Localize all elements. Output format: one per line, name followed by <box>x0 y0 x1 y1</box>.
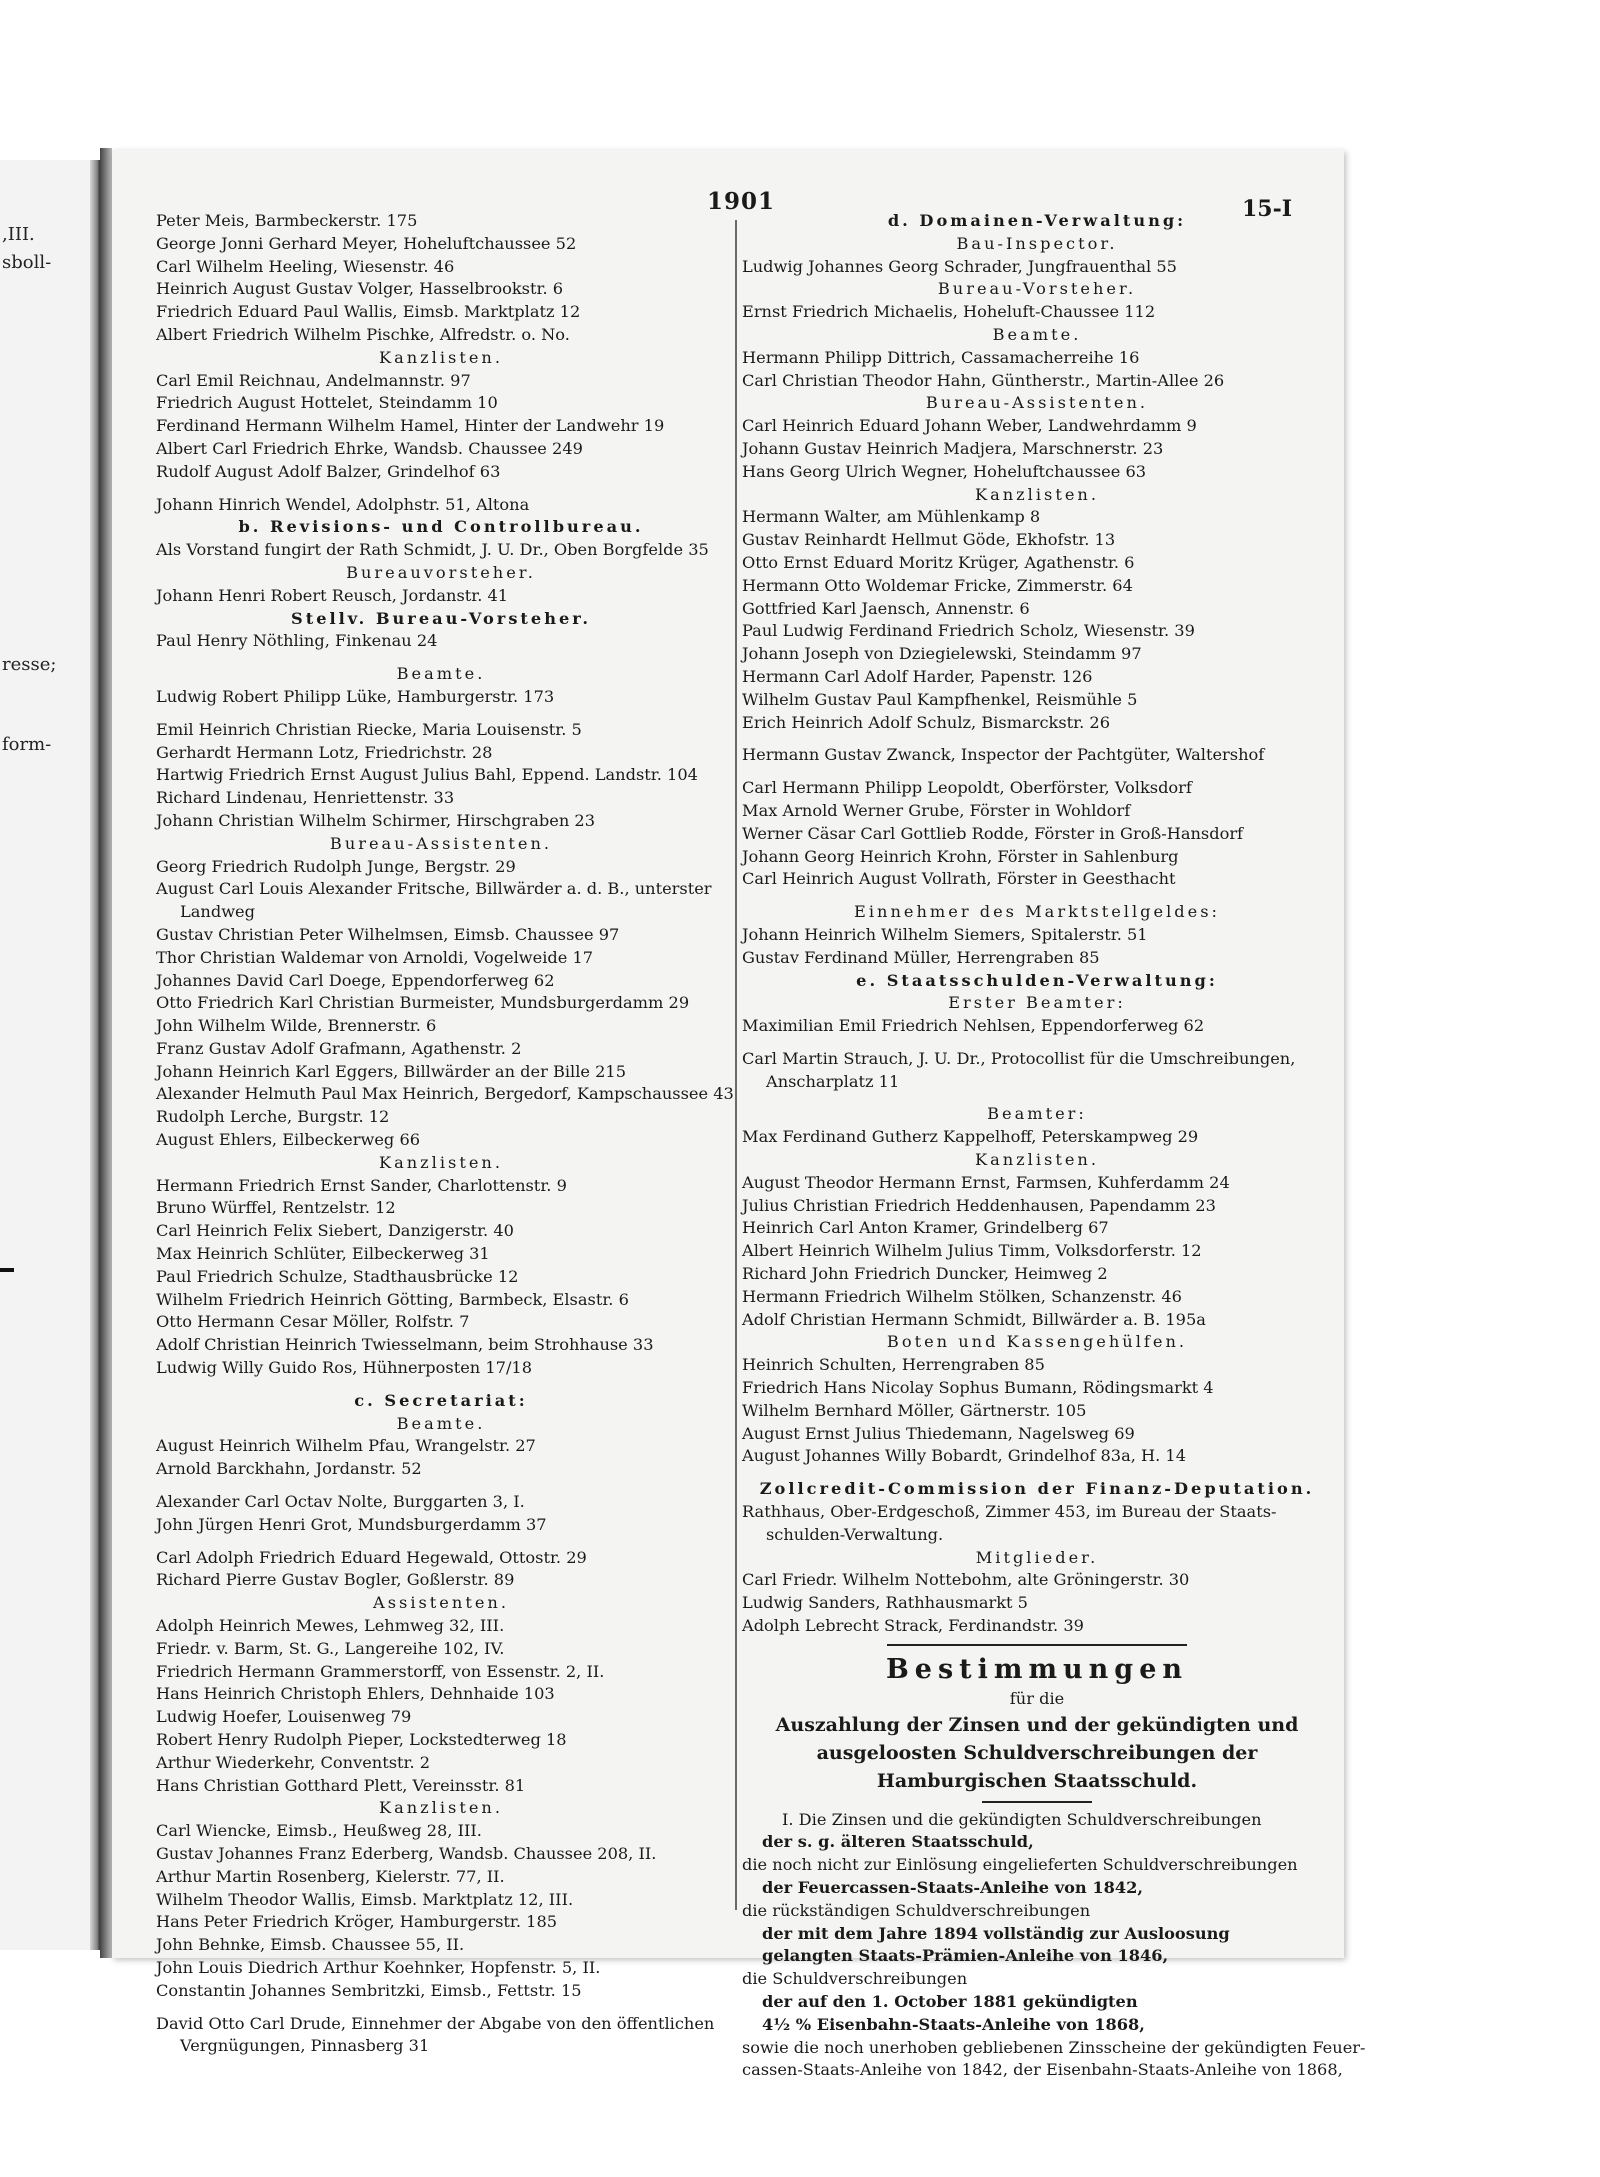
section-heading: Zollcredit-Commission der Finanz-Deputation. <box>759 1479 1315 1499</box>
section-heading: Kanzlisten. <box>378 347 503 367</box>
section-heading: Beamte. <box>396 1413 486 1433</box>
entry-line: Wilhelm Gustav Paul Kampfhenkel, Reismühle 5 <box>742 689 1138 709</box>
section-heading: Kanzlisten. <box>378 1152 503 1172</box>
prev-page-fragment: form- <box>2 734 52 755</box>
entry-line: Max Arnold Werner Grube, Förster in Wohldorf <box>742 800 1131 820</box>
entry-line: Carl Hermann Philipp Leopoldt, Oberförster, Volksdorf <box>742 778 1192 798</box>
entry-line: Gustav Johannes Franz Ederberg, Wandsb. Chaussee 208, II. <box>156 1843 657 1863</box>
entry-line: Carl Martin Strauch, J. U. Dr., Protocollist für die Umschreibungen, <box>742 1048 1296 1068</box>
section-heading: Bureauvorsteher. <box>346 562 536 582</box>
entry-line: Hermann Philipp Dittrich, Cassamacherreihe 16 <box>742 347 1140 367</box>
entry-line: Heinrich Schulten, Herrengraben 85 <box>742 1355 1045 1375</box>
entry-line: Peter Meis, Barmbeckerstr. 175 <box>156 211 418 230</box>
prev-page-mark <box>0 1268 14 1272</box>
entry-line: Hermann Friedrich Wilhelm Stölken, Schanzenstr. 46 <box>742 1286 1182 1306</box>
entry-line: Ludwig Hoefer, Louisenweg 79 <box>156 1707 412 1727</box>
entry-line: August Carl Louis Alexander Fritsche, Billwärder a. d. B., unterster <box>156 879 712 899</box>
entry-line: Rudolph Lerche, Burgstr. 12 <box>156 1107 390 1127</box>
left-column <box>156 210 734 2058</box>
entry-line: Gottfried Karl Jaensch, Annenstr. 6 <box>742 598 1030 618</box>
section-heading: Mitglieder. <box>975 1547 1099 1567</box>
entry-line: gelangten Staats-Prämien-Anleihe von 1846, <box>762 1946 1169 1966</box>
entry-line: Adolph Heinrich Mewes, Lehmweg 32, III. <box>156 1616 505 1636</box>
entry-line: Adolf Christian Hermann Schmidt, Billwärder a. B. 195a <box>742 1309 1206 1329</box>
entry-line: 4½ % Eisenbahn-Staats-Anleihe von 1868, <box>762 2014 1145 2034</box>
entry-line: Ferdinand Hermann Wilhelm Hamel, Hinter der Landwehr 19 <box>156 416 665 436</box>
entry-line: Gustav Christian Peter Wilhelmsen, Eimsb. Chaussee 97 <box>156 924 620 944</box>
entry-line: George Jonni Gerhard Meyer, Hoheluftchaussee 52 <box>156 233 577 253</box>
page-number: 15-I <box>1242 196 1293 222</box>
entry-line: Alexander Carl Octav Nolte, Burggarten 3, I. <box>156 1492 525 1512</box>
entry-line: cassen-Staats-Anleihe von 1842, der Eisenbahn-Staats-Anleihe von 1868, <box>742 2060 1343 2080</box>
entry-line: Johann Heinrich Karl Eggers, Billwärder an der Bille 215 <box>156 1061 627 1081</box>
entry-line: Paul Henry Nöthling, Finkenau 24 <box>156 631 438 651</box>
entry-line: Rudolf August Adolf Balzer, Grindelhof 63 <box>156 461 501 481</box>
section-heading: Bureau-Vorsteher. <box>937 279 1137 299</box>
section-heading: Stellv. Bureau-Vorsteher. <box>291 608 591 628</box>
entry-line: Hans Heinrich Christoph Ehlers, Dehnhaide 103 <box>156 1684 555 1704</box>
entry-line: der Feuercassen-Staats-Anleihe von 1842, <box>762 1878 1144 1897</box>
section-subtitle: Hamburgischen Staatsschuld. <box>876 1769 1198 1792</box>
entry-line: der auf den 1. October 1881 gekündigten <box>762 1991 1138 2011</box>
entry-line: Friedr. v. Barm, St. G., Langereihe 102, IV. <box>156 1638 505 1658</box>
entry-line: Johannes David Carl Doege, Eppendorferweg 62 <box>156 970 555 990</box>
entry-line: Wilhelm Theodor Wallis, Eimsb. Marktplatz 12, III. <box>156 1889 574 1909</box>
section-title: Bestimmungen <box>885 1653 1188 1685</box>
entry-line: Ludwig Sanders, Rathhausmarkt 5 <box>742 1593 1028 1613</box>
entry-line: Heinrich Carl Anton Kramer, Grindelberg 67 <box>742 1218 1109 1238</box>
entry-line: John Jürgen Henri Grot, Mundsburgerdamm 37 <box>156 1514 547 1534</box>
entry-line: Ernst Friedrich Michaelis, Hoheluft-Chaussee 112 <box>742 302 1156 322</box>
entry-line: Friedrich Hermann Grammerstorff, von Essenstr. 2, II. <box>156 1661 605 1681</box>
entry-line: die rückständigen Schuldverschreibungen <box>742 1900 1091 1920</box>
entry-line: Carl Heinrich Eduard Johann Weber, Landwehrdamm 9 <box>742 416 1197 436</box>
entry-line: der mit dem Jahre 1894 vollständig zur Ausloosung <box>762 1923 1230 1943</box>
entry-line: Heinrich August Gustav Volger, Hasselbrookstr. 6 <box>156 279 564 299</box>
entry-line: Carl Wilhelm Heeling, Wiesenstr. 46 <box>156 256 455 276</box>
entry-line: Otto Hermann Cesar Möller, Rolfstr. 7 <box>156 1312 470 1332</box>
entry-line: August Theodor Hermann Ernst, Farmsen, Kuhferdamm 24 <box>742 1172 1230 1192</box>
entry-line: Arnold Barckhahn, Jordanstr. 52 <box>156 1459 422 1479</box>
entry-line: Richard John Friedrich Duncker, Heimweg 2 <box>742 1264 1108 1284</box>
page-shadow <box>100 148 112 1958</box>
entry-line: Franz Gustav Adolf Grafmann, Agathenstr. 2 <box>156 1038 522 1058</box>
section-heading: Beamte. <box>396 664 486 684</box>
section-heading: Kanzlisten. <box>378 1798 503 1818</box>
entry-line: Carl Emil Reichnau, Andelmannstr. 97 <box>156 370 471 390</box>
section-subtitle: ausgeloosten Schuldverschreibungen der <box>816 1741 1258 1764</box>
entry-line: Albert Friedrich Wilhelm Pischke, Alfredstr. o. No. <box>156 324 570 344</box>
entry-line: Johann Hinrich Wendel, Adolphstr. 51, Altona <box>156 494 530 514</box>
section-heading: c. Secretariat: <box>354 1390 528 1410</box>
entry-line: Arthur Wiederkehr, Conventstr. 2 <box>156 1752 431 1772</box>
entry-line: schulden-Verwaltung. <box>766 1524 944 1544</box>
entry-line: Als Vorstand fungirt der Rath Schmidt, J. U. Dr., Oben Borgfelde 35 <box>156 540 709 560</box>
entry-line: Carl Wiencke, Eimsb., Heußweg 28, III. <box>156 1821 482 1841</box>
right-column <box>742 210 1366 2082</box>
entry-line: August Ehlers, Eilbeckerweg 66 <box>156 1130 421 1150</box>
entry-line: Rathhaus, Ober-Erdgeschoß, Zimmer 453, im Bureau der Staats- <box>742 1502 1277 1522</box>
entry-line: Paul Ludwig Ferdinand Friedrich Scholz, Wiesenstr. 39 <box>742 621 1195 641</box>
previous-page-edge <box>0 160 100 1950</box>
entry-line: August Ernst Julius Thiedemann, Nagelsweg 69 <box>742 1423 1135 1443</box>
section-heading: Kanzlisten. <box>974 484 1099 504</box>
section-heading: Beamter: <box>987 1104 1087 1124</box>
entry-line: Max Ferdinand Gutherz Kappelhoff, Peterskampweg 29 <box>742 1127 1199 1147</box>
entry-line: John Wilhelm Wilde, Brennerstr. 6 <box>156 1016 437 1036</box>
entry-line: Hartwig Friedrich Ernst August Julius Bahl, Eppend. Landstr. 104 <box>156 765 698 785</box>
section-heading: Einnehmer des Marktstellgeldes: <box>854 902 1220 922</box>
entry-line: Robert Henry Rudolph Pieper, Lockstedterweg 18 <box>156 1730 567 1749</box>
section-heading: Assistenten. <box>373 1593 509 1613</box>
entry-line: Max Heinrich Schlüter, Eilbeckerweg 31 <box>156 1244 490 1264</box>
entry-line: Maximilian Emil Friedrich Nehlsen, Eppendorferweg 62 <box>742 1016 1205 1036</box>
entry-line: Hermann Otto Woldemar Fricke, Zimmerstr. 64 <box>742 575 1133 595</box>
entry-line: I. Die Zinsen und die gekündigten Schuldverschreibungen <box>782 1809 1262 1829</box>
section-heading: Bureau-Assistenten. <box>329 833 553 853</box>
entry-line: David Otto Carl Drude, Einnehmer der Abgabe von den öffentlichen <box>156 2013 715 2033</box>
document-page <box>112 150 1366 2080</box>
section-heading: d. Domainen-Verwaltung: <box>887 211 1187 230</box>
section-heading: Bureau-Assistenten. <box>925 393 1149 413</box>
entry-line: Friedrich Eduard Paul Wallis, Eimsb. Marktplatz 12 <box>156 302 581 322</box>
entry-line: John Behnke, Eimsb. Chaussee 55, II. <box>156 1935 465 1955</box>
entry-line: Vergnügungen, Pinnasberg 31 <box>180 2036 430 2056</box>
entry-line: die Schuldverschreibungen <box>742 1969 968 1989</box>
prev-page-fragment: ,III. <box>2 224 35 245</box>
entry-line: Carl Heinrich August Vollrath, Förster in Geesthacht <box>742 869 1176 889</box>
entry-line: Hermann Carl Adolf Harder, Papenstr. 126 <box>742 666 1093 686</box>
entry-line: Otto Friedrich Karl Christian Burmeister, Mundsburgerdamm 29 <box>156 993 690 1013</box>
section-heading: Erster Beamter: <box>948 993 1126 1013</box>
entry-line: Carl Adolph Friedrich Eduard Hegewald, Ottostr. 29 <box>156 1547 587 1567</box>
entry-line: Ludwig Willy Guido Ros, Hühnerposten 17/18 <box>156 1358 533 1378</box>
entry-line: Carl Friedr. Wilhelm Nottebohm, alte Gröningerstr. 30 <box>742 1570 1190 1590</box>
entry-line: Gerhardt Hermann Lotz, Friedrichstr. 28 <box>156 742 493 762</box>
entry-line: August Heinrich Wilhelm Pfau, Wrangelstr. 27 <box>156 1436 536 1456</box>
entry-line: Johann Georg Heinrich Krohn, Förster in Sahlenburg <box>742 846 1179 866</box>
entry-line: Albert Heinrich Wilhelm Julius Timm, Volksdorferstr. 12 <box>742 1241 1202 1261</box>
entry-line: Bruno Würffel, Rentzelstr. 12 <box>156 1198 396 1218</box>
entry-line: Thor Christian Waldemar von Arnoldi, Vogelweide 17 <box>156 947 594 967</box>
entry-line: der s. g. älteren Staatsschuld, <box>762 1832 1034 1852</box>
entry-line: Werner Cäsar Carl Gottlieb Rodde, Förster in Groß-Hansdorf <box>742 823 1244 843</box>
entry-line: Friedrich August Hottelet, Steindamm 10 <box>156 393 498 413</box>
section-heading: e. Staatsschulden-Verwaltung: <box>856 970 1218 990</box>
entry-line: Anscharplatz 11 <box>766 1071 900 1091</box>
entry-line: sowie die noch unerhoben gebliebenen Zinsscheine der gekündigten Feuer- <box>742 2037 1366 2057</box>
entry-line: Gustav Ferdinand Müller, Herrengraben 85 <box>742 947 1100 967</box>
entry-line: Hermann Gustav Zwanck, Inspector der Pachtgüter, Waltershof <box>742 745 1265 765</box>
page-gutter <box>90 160 100 1950</box>
entry-line: Emil Heinrich Christian Riecke, Maria Louisenstr. 5 <box>156 719 582 739</box>
divider-rule <box>887 1644 1187 1646</box>
entry-line: Wilhelm Bernhard Möller, Gärtnerstr. 105 <box>742 1400 1087 1420</box>
section-heading: Kanzlisten. <box>974 1150 1099 1170</box>
section-heading: b. Revisions- und Controllbureau. <box>238 517 644 537</box>
entry-line: Landweg <box>180 902 255 922</box>
entry-line: Hermann Walter, am Mühlenkamp 8 <box>742 507 1041 527</box>
entry-line: Gustav Reinhardt Hellmut Göde, Ekhofstr. 13 <box>742 530 1116 550</box>
entry-line: Hans Peter Friedrich Kröger, Hamburgerstr. 185 <box>156 1912 558 1932</box>
entry-line: Erich Heinrich Adolf Schulz, Bismarckstr. 26 <box>742 712 1110 732</box>
entry-line: August Johannes Willy Bobardt, Grindelhof 83a, H. 14 <box>742 1446 1187 1466</box>
entry-line: Johann Christian Wilhelm Schirmer, Hirschgraben 23 <box>156 810 595 830</box>
entry-line: Johann Gustav Heinrich Madjera, Marschnerstr. 23 <box>742 438 1164 458</box>
divider-rule <box>982 1801 1092 1803</box>
entry-line: Paul Friedrich Schulze, Stadthausbrücke 12 <box>156 1266 519 1286</box>
entry-line: Alexander Helmuth Paul Max Heinrich, Bergedorf, Kampschaussee 43 <box>156 1084 734 1104</box>
entry-line: die noch nicht zur Einlösung eingelieferten Schuldverschreibungen <box>742 1855 1298 1875</box>
entry-line: Adolf Christian Heinrich Twiesselmann, beim Strohhause 33 <box>156 1335 654 1355</box>
entry-line: Hermann Friedrich Ernst Sander, Charlottenstr. 9 <box>156 1175 567 1195</box>
section-heading: Bau-Inspector. <box>956 233 1118 253</box>
entry-line: Albert Carl Friedrich Ehrke, Wandsb. Chaussee 249 <box>156 438 583 458</box>
entry-line: Georg Friedrich Rudolph Junge, Bergstr. 29 <box>156 856 516 876</box>
section-subtitle: Auszahlung der Zinsen und der gekündigten und <box>775 1713 1299 1736</box>
entry-line: Richard Lindenau, Henriettenstr. 33 <box>156 788 455 808</box>
entry-line: Ludwig Johannes Georg Schrader, Jungfrauenthal 55 <box>742 256 1177 276</box>
section-heading: Beamte. <box>992 324 1082 344</box>
entry-line: Johann Joseph von Dziegielewski, Steindamm 97 <box>742 644 1142 664</box>
entry-line: Hans Georg Ulrich Wegner, Hoheluftchaussee 63 <box>742 461 1147 481</box>
entry-line: Constantin Johannes Sembritzki, Eimsb., Fettstr. 15 <box>156 1980 582 2000</box>
prev-page-fragment: resse; <box>2 654 57 675</box>
entry-line: Ludwig Robert Philipp Lüke, Hamburgerstr. 173 <box>156 686 555 706</box>
entry-line: Johann Heinrich Wilhelm Siemers, Spitalerstr. 51 <box>742 924 1148 944</box>
entry-line: Richard Pierre Gustav Bogler, Goßlerstr. 89 <box>156 1570 515 1590</box>
entry-line: Julius Christian Friedrich Heddenhausen, Papendamm 23 <box>742 1195 1216 1215</box>
entry-line: Friedrich Hans Nicolay Sophus Bumann, Rödingsmarkt 4 <box>742 1378 1214 1398</box>
entry-line: Wilhelm Friedrich Heinrich Götting, Barmbeck, Elsastr. 6 <box>156 1289 629 1309</box>
entry-line: Johann Henri Robert Reusch, Jordanstr. 41 <box>156 585 509 605</box>
entry-line: Adolph Lebrecht Strack, Ferdinandstr. 39 <box>742 1616 1084 1636</box>
section-subtitle-connector: für die <box>1009 1688 1065 1708</box>
entry-line: Hans Christian Gotthard Plett, Vereinsstr. 81 <box>156 1775 526 1795</box>
entry-line: Carl Christian Theodor Hahn, Güntherstr., Martin-Allee 26 <box>742 370 1225 390</box>
entry-line: Carl Heinrich Felix Siebert, Danzigerstr. 40 <box>156 1221 514 1241</box>
page-year: 1901 <box>707 188 776 215</box>
column-divider <box>735 220 737 1910</box>
section-heading: Boten und Kassengehülfen. <box>886 1332 1188 1352</box>
entry-line: Otto Ernst Eduard Moritz Krüger, Agathenstr. 6 <box>742 552 1135 572</box>
entry-line: John Louis Diedrich Arthur Koehnker, Hopfenstr. 5, II. <box>156 1957 601 1977</box>
entry-line: Arthur Martin Rosenberg, Kielerstr. 77, II. <box>156 1866 505 1886</box>
prev-page-fragment: sboll- <box>2 252 52 273</box>
